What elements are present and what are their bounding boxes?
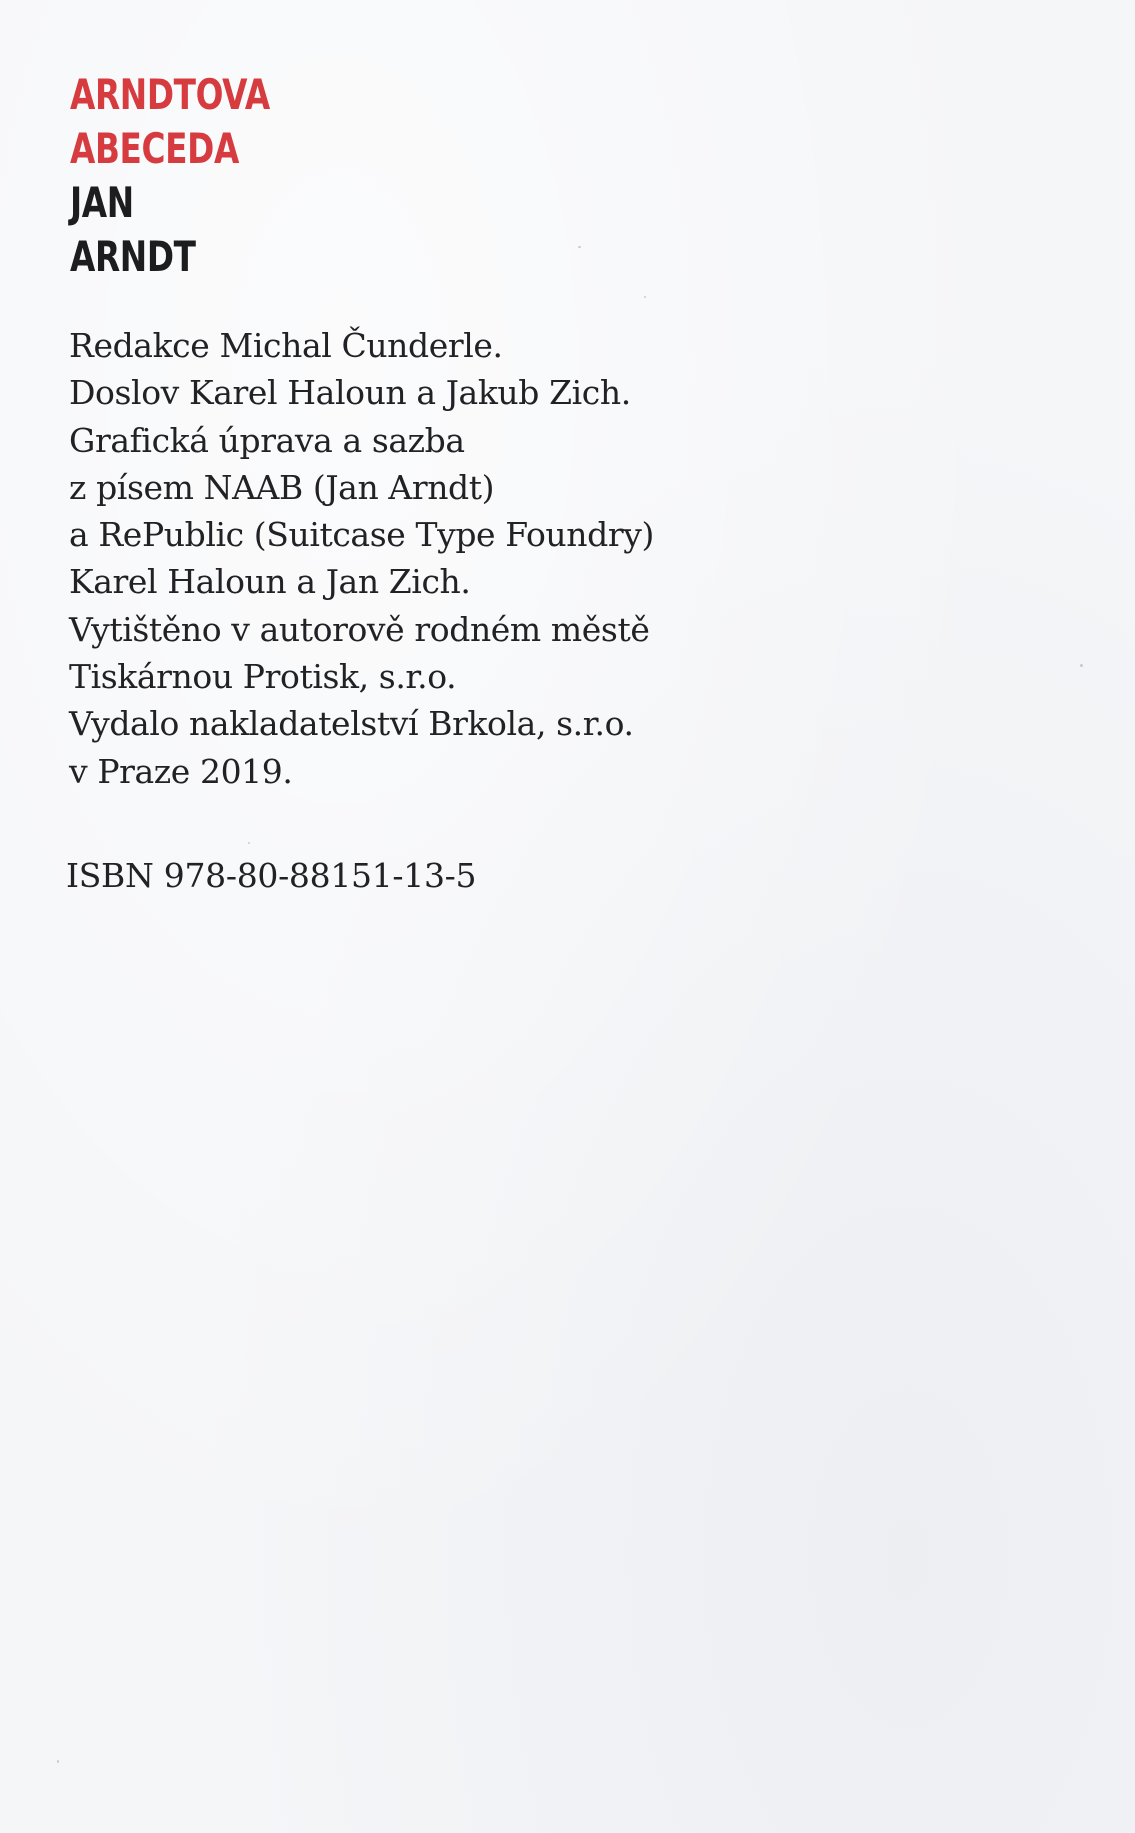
colophon-line: v Praze 2019. bbox=[69, 751, 293, 791]
colophon-line: Vytištěno v autorově rodném městě bbox=[69, 609, 650, 649]
paper-speck bbox=[248, 842, 250, 844]
book-title-line-2: ABECEDA bbox=[70, 124, 239, 173]
colophon-line: Grafická úprava a sazba bbox=[69, 420, 465, 460]
colophon-line: Tiskárnou Protisk, s.r.o. bbox=[69, 657, 457, 697]
colophon-line: Karel Haloun a Jan Zich. bbox=[69, 562, 471, 602]
book-title-block bbox=[70, 68, 270, 284]
colophon-line: Doslov Karel Haloun a Jakub Zich. bbox=[69, 373, 631, 413]
colophon-line: Vydalo nakladatelství Brkola, s.r.o. bbox=[69, 704, 634, 744]
paper-speck bbox=[57, 1760, 59, 1763]
book-title-line-1: ARNDTOVA bbox=[70, 70, 270, 119]
author-first-name: JAN bbox=[70, 178, 134, 227]
paper-speck bbox=[578, 246, 581, 248]
paper-speck bbox=[644, 296, 646, 298]
author-last-name: ARNDT bbox=[70, 232, 196, 281]
isbn-number: ISBN 978-80-88151-13-5 bbox=[66, 856, 477, 895]
paper-speck bbox=[1080, 664, 1083, 667]
colophon-line: Redakce Michal Čunderle. bbox=[69, 326, 503, 365]
colophon-line: z písem NAAB (Jan Arndt) bbox=[69, 467, 495, 507]
colophon-text bbox=[69, 322, 654, 795]
colophon-line: a RePublic (Suitcase Type Foundry) bbox=[69, 515, 654, 555]
